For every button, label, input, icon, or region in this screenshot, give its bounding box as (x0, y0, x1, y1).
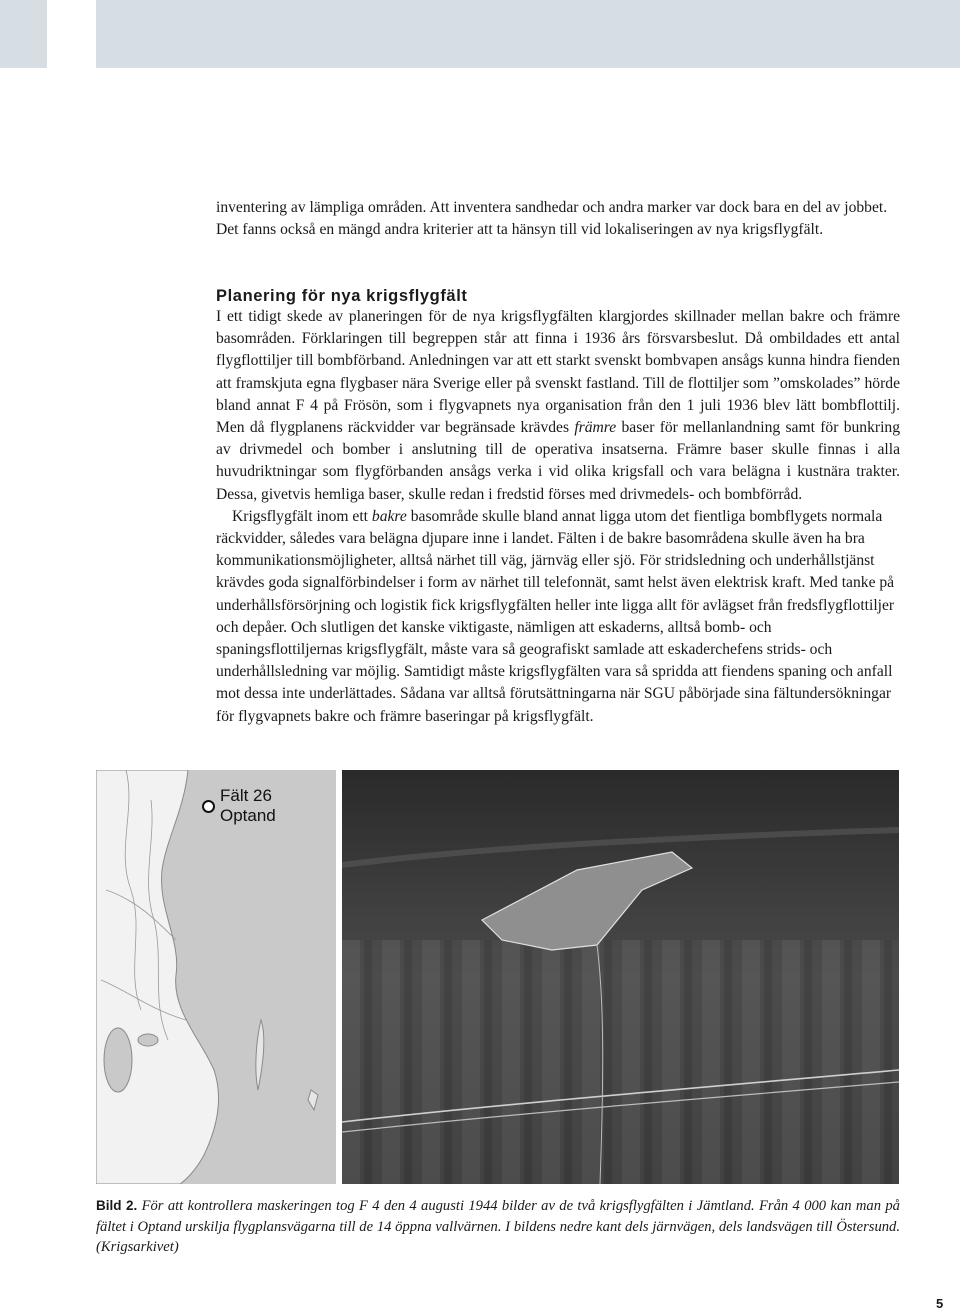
aerial-photo-drawing (342, 770, 899, 1184)
paragraph-1-end: baser för mellanlandning samt för bunkring av drivmedel och bomber i anslutning till de operativa insatserna. Främre baser skulle finnas i alla huvudriktningar som flygförbanden ansågs verka i vid olika krigsfall och vara belägna i kustnära trakter. Dessa, givetvis hemliga baser, skulle redan i fredstid förses med drivmedels- och bombförråd. (216, 419, 900, 503)
caption-text: För att kontrollera maskeringen tog F 4 den 4 augusti 1944 bilder av de två krigsflygfälten i Jämtland. Från 4 000 kan man på fältet i Optand urskilja flygplansvägarna till de 14 öppna vallvärnen. I bildens nedre kant dels järnvägen, dels landsvägen till Östersund. (Krigsarkivet) (96, 1198, 900, 1255)
caption-lead: Bild 2. (96, 1198, 138, 1213)
section-paragraph-2 (216, 506, 900, 728)
header-band-right (96, 0, 960, 68)
page-number: 5 (936, 1296, 944, 1311)
paragraph-2-end: basområde skulle bland annat ligga utom det fientliga bombflygets normala räckvidder, således vara belägna djupare inne i landet. Fälten i de bakre basområdena skulle även ha bra kommunikationsmöjligheter, alltså närhet till väg, järnväg eller sjö. För stridsledning och underhållstjänst krävdes goda signalförbindelser i form av närhet till telefonnät, samt helst även elektrisk kraft. Med tanke på underhållsförsörjning och logistik fick krigsflygfälten heller inte ligga allt för avlägset från fredsflygflottiljer och depåer. Och slutligen det kanske viktigaste, nämligen att eskaderns, alltså bomb- och spaningsflottiljernas krigsflygfält, måste vara så geografiskt samlade att eskaderchefens strids- och underhållsledning var möjlig. Samtidigt måste krigsflygfälten vara så spridda att fiendens spaning och anfall mot dessa inte underlättades. Sådana var alltså förutsättningarna när SGU påbörjade sina fältundersökningar för flygvapnets bakre och främre baseringar på krigsflygfält. (216, 507, 895, 725)
figure-caption (96, 1196, 900, 1258)
emphasis-framre: främre (574, 419, 617, 437)
map-drawing (96, 770, 336, 1184)
map-label-line1: Fält 26 (220, 786, 272, 805)
intro-paragraph: inventering av lämpliga områden. Att inventera sandhedar och andra marker var dock bara en del av jobbet. Det fanns också en mängd andra kriterier att ta hänsyn till vid lokaliseringen av nya krigsflygfält. (216, 199, 888, 239)
emphasis-bakre: bakre (371, 507, 407, 525)
header-band-left (0, 0, 47, 68)
section-heading: Planering för nya krigsflygfält (216, 287, 468, 305)
sweden-map (96, 770, 336, 1184)
section (216, 286, 900, 728)
aerial-photograph (342, 770, 899, 1184)
airfield-marker-icon (202, 800, 215, 813)
section-paragraph-1 (216, 306, 900, 506)
map-label-line2: Optand (220, 806, 276, 825)
intro-text (216, 197, 900, 241)
paragraph-2-start: Krigsflygfält inom ett (232, 507, 372, 525)
paragraph-1-text: I ett tidigt skede av planeringen för de nya krigsflygfälten klargjordes skillnader mellan bakre och främre basområden. Förklaringen till begreppen står att finna i 1936 års försvarsbeslut. Då ombildades ett antal flygflottiljer till bombförband. Anledningen var att ett starkt svenskt bombvapen ansågs kunna hindra fienden att framskjuta egna flygbaser nära Sverige eller på svenskt fastland. Till de flottiljer som ”omskolades” hörde bland annat F 4 på Frösön, som i flygvapnets nya organisation från den 1 juli 1936 blev lätt bombflottilj. Men då flygplanens räckvidder var begränsade krävdes (216, 308, 900, 437)
